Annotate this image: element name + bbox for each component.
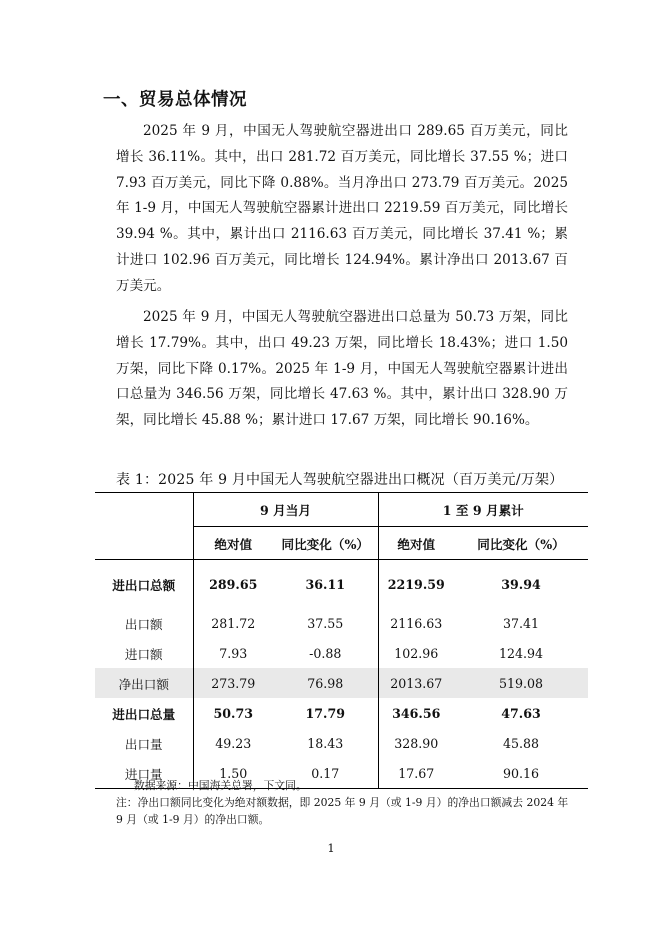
cell-value: 90.16 xyxy=(454,758,588,789)
cell-value: 7.93 xyxy=(193,638,273,668)
row-label: 出口量 xyxy=(124,736,163,752)
row-label: 出口额 xyxy=(124,616,163,632)
group-header-cumulative: 1 至 9 月累计 xyxy=(378,493,588,527)
cell-value: 18.43 xyxy=(307,735,344,751)
trade-summary-table xyxy=(95,492,588,789)
table-row xyxy=(95,668,588,698)
cell-value: 0.17 xyxy=(273,758,378,789)
cell-value: 17.79 xyxy=(305,705,345,721)
group-header-month: 9 月当月 xyxy=(193,493,378,527)
cell-value: 328.90 xyxy=(378,728,454,758)
sub-header-abs-month: 绝对值 xyxy=(193,527,273,560)
cell-value: 102.96 xyxy=(378,638,454,668)
table-sub-header-row xyxy=(95,527,588,560)
table-corner-cell-2 xyxy=(95,527,193,560)
cell-value: 37.55 xyxy=(307,615,344,631)
sub-header-abs-cum: 绝对值 xyxy=(378,527,454,560)
cell-value: 519.08 xyxy=(454,668,588,698)
cell-value: 273.79 xyxy=(193,668,273,698)
table-row xyxy=(95,638,588,668)
cell-value: 49.23 xyxy=(193,728,273,758)
row-label: 净出口额 xyxy=(95,668,193,698)
cell-value: 50.73 xyxy=(193,698,273,728)
table-row xyxy=(95,728,588,758)
cell-value: 37.41 xyxy=(502,615,540,631)
table-row xyxy=(95,569,588,599)
cell-value: 346.56 xyxy=(378,698,454,728)
cell-value: -0.88 xyxy=(309,645,342,661)
row-label: 进口量 xyxy=(95,758,193,789)
cell-value: 1.50 xyxy=(193,758,273,789)
paragraph-trade-volume: 2025 年 9 月，中国无人驾驶航空器进出口总量为 50.73 万架，同比增长 17.79%。其中，出口 49.23 万架，同比增长 18.43%；进口 1.50 万架，同比下降 0.17%。2025 年 1-9 月，中国无人驾驶航空器累计进出口总量为 346.56 万架，同比增长 47.63 %。其中，累计出口 328.90 万架，同比增长 45.88 %；累计进口 17.67 万架，同比增长 90.16%。 xyxy=(116,309,568,429)
table-row xyxy=(95,698,588,728)
row-label: 进出口总量 xyxy=(112,706,176,722)
table-group-header-row xyxy=(95,493,588,527)
cell-value: 2013.67 xyxy=(378,668,454,698)
row-label: 进出口总额 xyxy=(112,577,176,593)
cell-value: 2116.63 xyxy=(378,608,454,638)
table-corner-cell xyxy=(95,493,193,527)
table-caption: 表 1：2025 年 9 月中国无人驾驶航空器进出口概况（百万美元/万架） xyxy=(116,472,564,488)
cell-value: 45.88 xyxy=(502,735,540,751)
cell-value: 2219.59 xyxy=(378,569,454,599)
row-label: 进口额 xyxy=(124,646,163,662)
cell-value: 36.11 xyxy=(305,576,345,592)
cell-value: 281.72 xyxy=(193,608,273,638)
table-row xyxy=(95,608,588,638)
cell-value: 17.67 xyxy=(378,758,454,789)
paragraph-trade-value: 2025 年 9 月，中国无人驾驶航空器进出口 289.65 百万美元，同比增长 36.11%。其中，出口 281.72 百万美元，同比增长 37.55 %；进口 7.93 百万美元，同比下降 0.88%。当月净出口 273.79 百万美元。2025 年 1-9 月，中国无人驾驶航空器累计进出口 2219.59 百万美元，同比增长 39.94 %。其中，累计出口 2116.63 百万美元，同比增长 37.41 %；累计进口 102.96 百万美元，同比增长 124.94%。累计净出口 2013.67 百万美元。 xyxy=(116,123,568,294)
cell-value: 289.65 xyxy=(193,569,273,599)
cell-value: 124.94 xyxy=(498,645,544,661)
page-number: 1 xyxy=(327,841,335,855)
footnote: 注：净出口额同比变化为绝对额数据，即 2025 年 9 月（或 1-9 月）的净出口额减去 2024 年 9 月（或 1-9 月）的净出口额。 xyxy=(116,796,569,826)
sub-header-yoy-cum: 同比变化（%） xyxy=(454,527,588,560)
sub-header-yoy-month: 同比变化（%） xyxy=(273,527,378,560)
source-note: 数据来源：中国海关总署，下文同。 xyxy=(134,779,307,792)
cell-value: 39.94 xyxy=(501,576,541,592)
cell-value: 47.63 xyxy=(501,705,541,721)
cell-value: 76.98 xyxy=(273,668,378,698)
section-heading: 一、贸易总体情况 xyxy=(103,90,247,110)
